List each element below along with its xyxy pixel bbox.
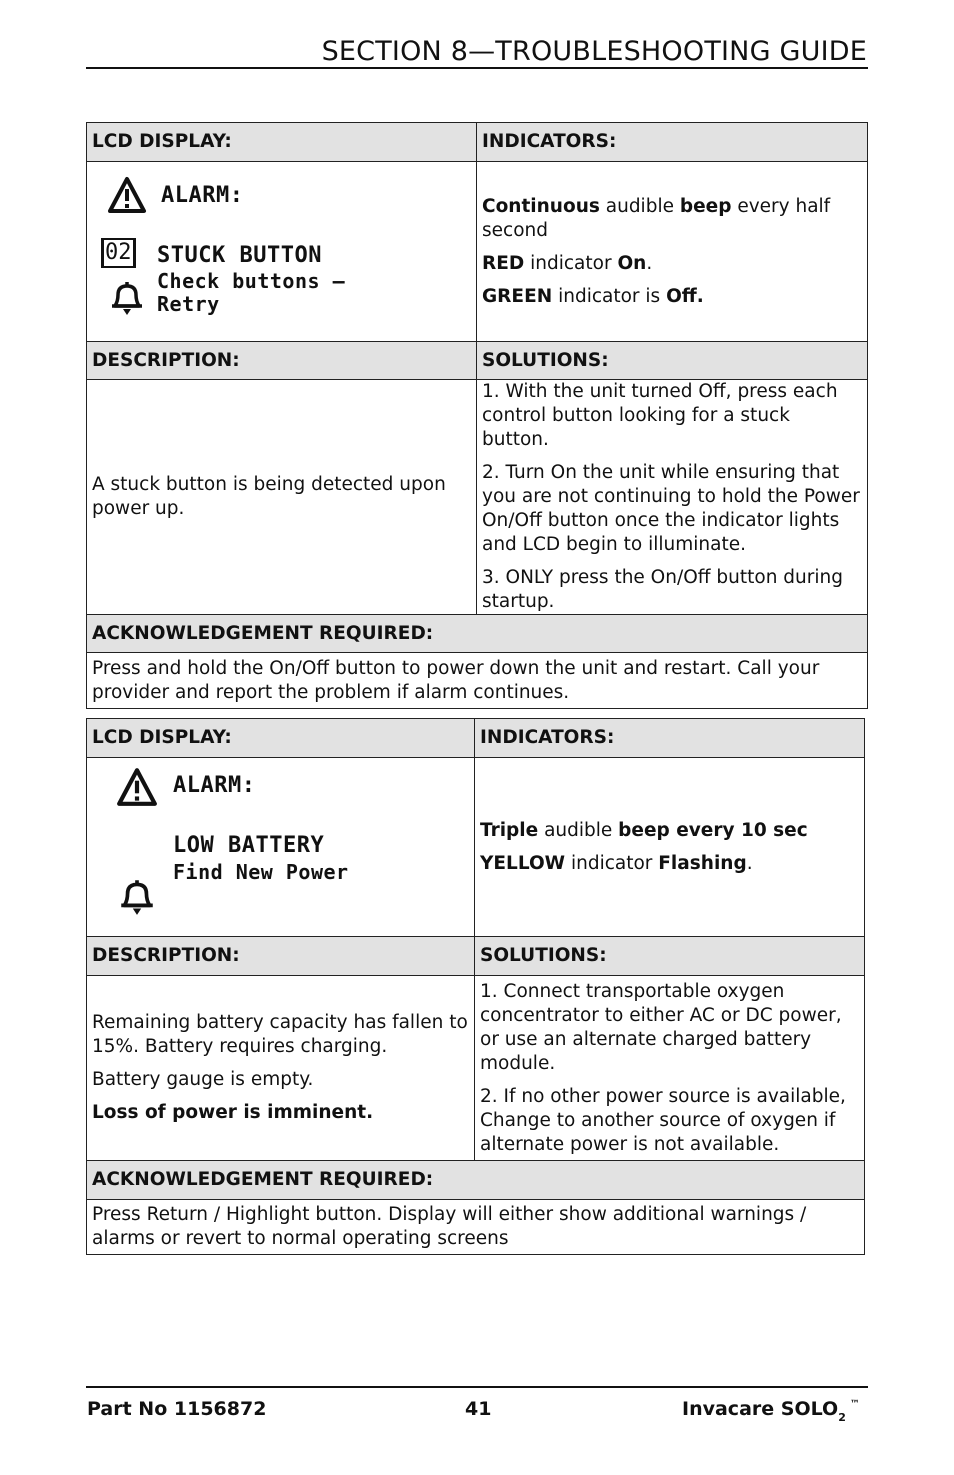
lcd-screen	[87, 162, 476, 341]
lcd-message-line1: STUCK BUTTON	[157, 243, 322, 268]
lcd-message-line3: Retry	[157, 292, 220, 316]
brand-name: Invacare $SOLO_2™$	[682, 1398, 860, 1424]
description-warning: Loss of power is imminent.	[92, 1102, 374, 1123]
solutions-header: SOLUTIONS:	[475, 937, 865, 976]
acknowledgement-header: ACKNOWLEDGEMENT REQUIRED:	[87, 1161, 865, 1200]
lcd-display-header: LCD DISPLAY:	[87, 123, 477, 162]
lcd-message-line2: Check buttons –	[157, 269, 346, 293]
lcd-display-header: LCD DISPLAY:	[87, 719, 475, 758]
indicators-header: INDICATORS:	[477, 123, 868, 162]
indicators-cell	[477, 162, 868, 342]
lcd-message-line1: LOW BATTERY	[173, 833, 325, 858]
section-title: SECTION 8—TROUBLESHOOTING GUIDE	[321, 36, 867, 67]
bell-icon	[107, 278, 147, 318]
lcd-display-cell	[87, 162, 477, 342]
indicator-line: GREEN indicator is Off.	[482, 285, 704, 307]
indicator-line: Triple audible beep every 10 sec	[480, 819, 808, 841]
description-cell	[87, 976, 475, 1161]
indicator-line: Continuous audible beep every half second	[482, 195, 831, 241]
lcd-alarm-label: ALARM:	[161, 183, 244, 208]
warning-triangle-icon	[107, 176, 147, 214]
indicators-cell	[475, 758, 865, 937]
page-number: 41	[465, 1398, 492, 1420]
solutions-cell	[477, 380, 868, 615]
part-number: Part No 1156872	[87, 1398, 267, 1420]
solution-step: 1. Connect transportable oxygen concentrator to either AC or DC power, or use an alternate charged battery module.	[480, 980, 842, 1074]
indicator-line: RED indicator On.	[482, 252, 653, 274]
warning-triangle-icon	[116, 767, 158, 807]
indicator-line: YELLOW indicator Flashing.	[480, 852, 753, 874]
description-header: DESCRIPTION:	[87, 342, 477, 380]
solutions-cell	[475, 976, 865, 1161]
solution-step: 2. If no other power source is available, Change to another source of oxygen if alternate power is not available.	[480, 1085, 846, 1155]
description-cell	[87, 380, 477, 615]
bell-icon	[116, 876, 158, 918]
lcd-message-line2: Find New Power	[173, 860, 349, 884]
troubleshooting-table-low-battery	[86, 718, 865, 1255]
footer-divider	[86, 1386, 868, 1388]
acknowledgement-text: Press Return / Highlight button. Display will either show additional warnings / alarms or revert to normal operating screens	[87, 1200, 865, 1255]
solution-step: 2. Turn On the unit while ensuring that you are not continuing to hold the Power On/Off button once the indicator lights and LCD begin to illuminate.	[482, 462, 860, 555]
lcd-error-code: 02	[101, 238, 136, 268]
description-text: Battery gauge is empty.	[92, 1069, 314, 1090]
acknowledgement-header: ACKNOWLEDGEMENT REQUIRED:	[87, 615, 868, 653]
solution-step: 1. With the unit turned Off, press each control button looking for a stuck button.	[482, 381, 838, 450]
solutions-header: SOLUTIONS:	[477, 342, 868, 380]
description-header: DESCRIPTION:	[87, 937, 475, 976]
lcd-display-cell	[87, 758, 475, 937]
description-text: A stuck button is being detected upon power up.	[92, 474, 446, 519]
acknowledgement-text: Press and hold the On/Off button to power down the unit and restart. Call your provider and report the problem if alarm continues.	[87, 653, 868, 709]
header-divider	[86, 67, 868, 69]
indicators-header: INDICATORS:	[475, 719, 865, 758]
solution-step: 3. ONLY press the On/Off button during startup.	[482, 567, 843, 612]
troubleshooting-table-stuck-button	[86, 122, 868, 709]
description-text: Remaining battery capacity has fallen to 15%. Battery requires charging.	[92, 1012, 468, 1057]
lcd-alarm-label: ALARM:	[173, 773, 256, 798]
lcd-screen	[87, 758, 474, 936]
